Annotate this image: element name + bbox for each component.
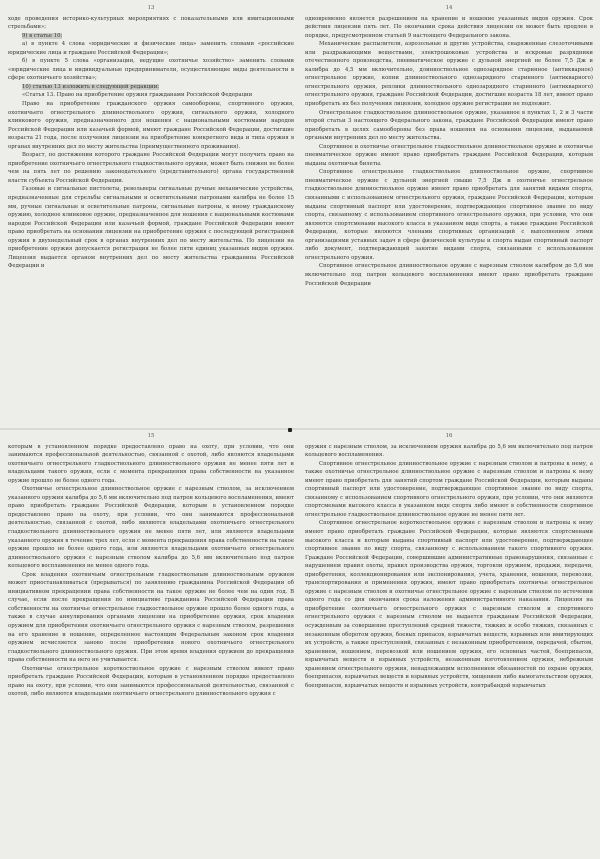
paragraph: а) в пункте 4 слова «юридические и физические лица» заменить словами «российские юридические лица и граждане Российской Федерации»;	[8, 41, 294, 56]
paragraph: Механические распылители, аэрозольные и другие устройства, снаряженные слезоточивыми или раздражающими веществами, электрошоковые устройства и искровые разрядники отечественного производства, пневматическое оружие с дульной энергией не более 7,5 Дж и калибра до 4,5 мм включительно, длинноствольное однозарядное старинное (антикварное) огнестрельное оружие, копии длинноствольного однозарядного старинного (антикварного) огнестрельного оружия, реплики длинноствольного однозарядного старинного (антикварного) огнестрельного оружия, граждане Российской Федерации, достигшие возраста 18 лет, имеют право приобретать их без получения лицензии, холодное оружие регистрации не подлежит.	[305, 41, 593, 108]
paragraph: Спортивное и охотничье огнестрельное гладкоствольное длинноствольное оружие и охотничье пневматическое оружие имеют право приобретать граждане Российской Федерации, которым выданы охотничьи билеты.	[305, 143, 593, 167]
paragraph: Охотничье огнестрельное длинноствольное оружие с нарезным стволом, за исключением указанного оружия калибра до 5,6 мм включительно под патрон кольцевого воспламенения, имеют право приобретать граждане Российской Федерации, которым в установленном порядке предоставлено право на охоту, при условии, что они занимаются профессиональной деятельностью, связанной с охотой, либо являются владельцами охотничьего огнестрельного гладкоствольного длинноствольного оружия не менее пяти лет, или являются владельцами указанного оружия в течение трех лет, если с момента прекращения права собственности на такое оружие прошло не более одного года, или являются владельцами охотничьего огнестрельного длинноствольного оружия с нарезным стволом калибра до 5,6 мм включительно под патрон кольцевого воспламенения не менее одного года.	[8, 486, 294, 570]
page-13	[8, 4, 294, 424]
page-14	[305, 4, 593, 424]
paragraph: Возраст, по достижении которого граждане Российской Федерации могут получить право на приобретение охотничьего огнестрельного гладкоствольного оружия, может быть снижен не более чем на пять лет по решению законодательного (представительного) органа государственной власти субъекта Российской Федерации.	[8, 152, 294, 184]
paragraph: оружия с нарезным стволом, за исключением оружия калибра до 5,6 мм включительно под патрон кольцевого воспламенения.	[305, 443, 593, 459]
paragraph: б) в пункте 5 слова «организации, ведущие охотничье хозяйство» заменить словами «юридические лица и индивидуальные предприниматели, осуществляющие виды деятельности в сфере охотничьего хозяйства»;	[8, 58, 294, 82]
paragraph: Спортивное огнестрельное длинноствольное оружие с нарезным стволом и патроны к нему, а также охотничье огнестрельное длинноствольное оружие с нарезным стволом и патроны к нему имеют право приобретать для занятий спортом граждане Российской Федерации, которым выданы спортивный паспорт или удостоверение, подтверждающее спортивное звание по виду спорта, связанному с использованием спортивного огнестрельного оружия, при условии, что они являются спортсменами высокого класса в указанном виде спорта либо имеют в собственности спортивное огнестрельное гладкоствольное длинноствольное оружие не менее пяти лет.	[305, 460, 593, 518]
paragraph: Спортивное огнестрельное короткоствольное оружие с нарезным стволом и патроны к нему имеют право приобретать граждане Российской Федерации, которые являются спортсменами высокого класса и которым выданы спортивный паспорт или удостоверение, подтверждающее спортивное звание по виду спорта, связанному с использованием такого спортивного оружия. Граждане Российской Федерации, совершившие административные правонарушения, связанные с нарушением правил охоты, правил производства оружия, торговли оружием, продажи, передачи, приобретения, коллекционирования или экспонирования, учета, хранения, ношения, перевозки, транспортирования и применения оружия, имеют право приобретать охотничье огнестрельное оружие с нарезным стволом и охотничье огнестрельное оружие с нарезным стволом по истечении одного года со дня окончания срока наложения административного наказания. Лицензия на приобретение охотничьего огнестрельного оружия с нарезным стволом и спортивного огнестрельного оружия с нарезным стволом не выдается гражданам Российской Федерации, осужденным за совершение преступлений средней тяжести, тяжких и особо тяжких, связанных с незаконным оборотом оружия, боевых припасов, взрывчатых веществ, взрывных или имитирующих их устройств, а также преступлений, связанных с незаконным приобретением, передачей, сбытом, хранением, ношением, перевозкой или ношением оружия, его основных частей, боеприпасов, взрывчатых веществ и взрывных устройств, незаконным изготовлением оружия, небрежным хранением огнестрельного оружия, ненадлежащим исполнением обязанностей по охране оружия, боеприпасов, взрывчатых веществ и взрывных устройств, хищением либо вымогательством оружия, боеприпасов, взрывчатых веществ и взрывных устройств, контрабандой взрывчатых	[305, 520, 593, 689]
paragraph: Право на приобретение гражданского оружия самообороны, спортивного оружия, охотничьего огнестрельного длинноствольного оружия, сигнального оружия, холодного клинкового оружия, предназначенного для ношения с национальными костюмами народов Российской Федерации или казачьей формой, имеют граждане Российской Федерации, достигшие возраста 21 года, после получения лицензии на приобретение конкретного вида и типа оружия в органах внутренних дел по месту жительства (преимущественного проживания).	[8, 101, 294, 150]
page-15	[8, 432, 294, 856]
paragraph: Срок владения охотничьим огнестрельным гладкоствольным длинноствольным оружием может приостанавливаться (прерываться) по заявлению гражданина Российской Федерации об инициативном прекращении права собственности на такое оружие не более чем на один год. В случае, если после прекращения по инициативе гражданина Российской Федерации права собственности на охотничье огнестрельное гладкоствольное оружие прошло более одного года, а также в случае аннулирования органами лицензии на приобретение оружия, срок владения оружием для приобретения охотничьего огнестрельного оружия с нарезным стволом, разрешения на его хранение и ношение, определенное настоящим Федеральным законом срок владения оружием исчисляется заново после приобретения нового охотничьего огнестрельного гладкоствольного длинноствольного оружия. При этом время владения оружием до прекращения права собственности на него не учитывается.	[8, 571, 294, 664]
page-number: 15	[147, 433, 155, 439]
paragraph: Огнестрельное гладкоствольное длинноствольное оружие, указанное в пунктах 1, 2 и 3 части второй статьи 3 настоящего Федерального закона, граждане Российской Федерации имеют право приобретать в целях самообороны без права ношения на основании лицензии, выдаваемой органами внутренних дел по месту жительства.	[305, 109, 593, 142]
paragraph: Спортивное огнестрельное гладкоствольное длинноствольное оружие, спортивное пневматическое оружие с дульной энергией свыше 7,5 Дж и охотничье огнестрельное гладкоствольное длинноствольное оружие имеют право приобретать для занятий видами спорта, связанными с использованием огнестрельного оружия, граждане Российской Федерации, которым выданы спортивный паспорт или удостоверение, подтверждающее спортивное звание по виду спорта, связанному с использованием спортивного огнестрельного оружия, при условии, что они являются спортсменами высокого класса в указанном виде спорта, а также граждане Российской Федерации, которые являются членами спортивных организаций с выполнением этими организациями уставных задач в сфере физической культуры и спорта выдан спортивный паспорт либо документ, подтверждающий занятие видами спорта, связанными с использованием огнестрельного оружия.	[305, 169, 593, 261]
page-number: 13	[147, 5, 155, 11]
page-number: 16	[445, 433, 453, 439]
highlighted-heading: 10) статью 13 изложить в следующей редакции:	[22, 83, 160, 90]
paragraph: ходе проведения историко-культурных мероприятиях с показательными или имитационными стрельбами»;	[8, 15, 294, 31]
highlighted-heading: 9) в статье 10:	[22, 32, 63, 39]
paragraph: одновременно является разрешением на хранение и ношение указанных видов оружия. Срок действия лицензии пять лет. По окончании срока действия лицензии он может быть продлен в порядке, предусмотренном статьей 9 настоящего Федерального закона.	[305, 15, 593, 39]
page-fold-divider	[0, 428, 600, 430]
page-number: 14	[445, 5, 453, 11]
paragraph: Спортивное огнестрельное длинноствольное оружие с нарезным стволом калибром до 5,6 мм включительно под патрон кольцевого воспламенения имеют право приобретать граждане Российской Федерации	[305, 263, 593, 287]
paragraph: «Статья 13. Право на приобретение оружия гражданами Российской Федерации	[22, 92, 253, 99]
page-16	[305, 432, 593, 856]
paragraph	[8, 83, 294, 92]
paragraph: которым в установленном порядке предоставлено право на охоту, при условии, что они занимаются профессиональной деятельностью, связанной с охотой, либо являются владельцами охотничьего огнестрельного гладкоствольного длинноствольного оружия не менее пяти лет и владельцами такого оружия, если с момента прекращения права собственности на указанное оружие прошло не более одного года.	[8, 443, 294, 484]
paragraph: Газовые и сигнальные пистолеты, револьверы сигнальные ручные механические устройства, предназначенные для стрельбы сигнальными и осветительными патронами калибра не более 15 мм, ручные сигнальные и осветительные патроны, сигнальные патроны, к иному гражданскому оружию, холодное клинковое оружие, предназначенное для ношения с национальными костюмами народов Российской Федерации или казачьей формой, граждане Российской Федерации имеют право приобретать на основании лицензии на приобретение оружия с последующей регистрацией оружия в двухнедельный срок в органах внутренних дел по месту жительства. По лицензии на приобретение оружия допускается регистрация не более пяти единиц указанных видов оружия. Лицензия выдается органом внутренних дел по месту жительства гражданина Российской Федерации и	[8, 186, 294, 270]
paragraph: Охотничье огнестрельное короткоствольное оружие с нарезным стволом имеют право приобретать граждане Российской Федерации, которым в установленном порядке предоставлено право на охоту, при условии, что они занимаются профессиональной деятельностью, связанной с охотой, либо являются владельцами охотничьего огнестрельного длинноствольного оружия с	[8, 665, 294, 698]
paragraph	[8, 32, 294, 41]
